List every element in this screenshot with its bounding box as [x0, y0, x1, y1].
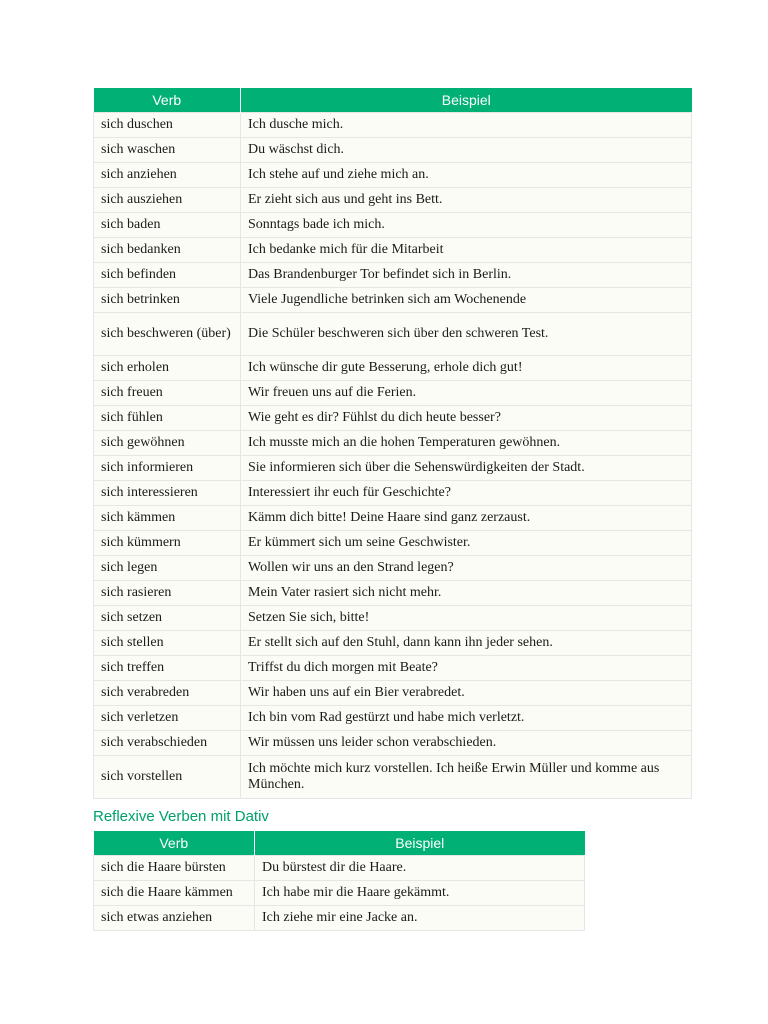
- example-cell: Er zieht sich aus und geht ins Bett.: [241, 188, 692, 213]
- table-row: [94, 381, 692, 406]
- example-cell: Viele Jugendliche betrinken sich am Wochenende: [241, 288, 692, 313]
- column-header-verb: Verb: [94, 88, 241, 113]
- table-row: [94, 481, 692, 506]
- example-cell: Die Schüler beschweren sich über den schweren Test.: [241, 313, 692, 356]
- verb-cell: sich waschen: [94, 138, 241, 163]
- table-row: [94, 238, 692, 263]
- verb-cell: sich erholen: [94, 356, 241, 381]
- table-row: [94, 881, 585, 906]
- verb-cell: sich kümmern: [94, 531, 241, 556]
- verb-cell: sich stellen: [94, 631, 241, 656]
- example-cell: Ich musste mich an die hohen Temperaturen gewöhnen.: [241, 431, 692, 456]
- example-cell: Wollen wir uns an den Strand legen?: [241, 556, 692, 581]
- table-row: [94, 188, 692, 213]
- example-cell: Er stellt sich auf den Stuhl, dann kann ihn jeder sehen.: [241, 631, 692, 656]
- example-cell: Du wäschst dich.: [241, 138, 692, 163]
- column-header-beispiel: Beispiel: [241, 88, 692, 113]
- table-row: [94, 706, 692, 731]
- example-cell: Mein Vater rasiert sich nicht mehr.: [241, 581, 692, 606]
- example-cell: Wir müssen uns leider schon verabschieden.: [241, 731, 692, 756]
- verb-cell: sich freuen: [94, 381, 241, 406]
- verb-cell: sich treffen: [94, 656, 241, 681]
- reflexive-verbs-dativ-table: [93, 831, 585, 931]
- verb-cell: sich verabschieden: [94, 731, 241, 756]
- verb-cell: sich verletzen: [94, 706, 241, 731]
- table-row: [94, 731, 692, 756]
- verb-cell: sich befinden: [94, 263, 241, 288]
- verb-cell: sich betrinken: [94, 288, 241, 313]
- verb-cell: sich die Haare bürsten: [94, 856, 255, 881]
- verb-cell: sich ausziehen: [94, 188, 241, 213]
- example-cell: Kämm dich bitte! Deine Haare sind ganz zerzaust.: [241, 506, 692, 531]
- table-row: [94, 556, 692, 581]
- table-row: [94, 856, 585, 881]
- example-cell: Er kümmert sich um seine Geschwister.: [241, 531, 692, 556]
- example-cell: Wie geht es dir? Fühlst du dich heute besser?: [241, 406, 692, 431]
- table-row: [94, 581, 692, 606]
- example-cell: Ich habe mir die Haare gekämmt.: [255, 881, 585, 906]
- table-row: [94, 138, 692, 163]
- verb-cell: sich bedanken: [94, 238, 241, 263]
- table-row: [94, 906, 585, 931]
- verb-cell: sich kämmen: [94, 506, 241, 531]
- table-header-row: [94, 88, 692, 113]
- column-header-beispiel: Beispiel: [255, 831, 585, 856]
- table-row: [94, 456, 692, 481]
- verb-cell: sich die Haare kämmen: [94, 881, 255, 906]
- example-cell: Sie informieren sich über die Sehenswürdigkeiten der Stadt.: [241, 456, 692, 481]
- example-cell: Das Brandenburger Tor befindet sich in Berlin.: [241, 263, 692, 288]
- example-cell: Ich dusche mich.: [241, 113, 692, 138]
- table-row: [94, 631, 692, 656]
- table-row: [94, 681, 692, 706]
- table-row: [94, 263, 692, 288]
- example-cell: Wir freuen uns auf die Ferien.: [241, 381, 692, 406]
- example-cell: Ich stehe auf und ziehe mich an.: [241, 163, 692, 188]
- column-header-verb: Verb: [94, 831, 255, 856]
- verb-cell: sich beschweren (über): [94, 313, 241, 356]
- table-row: [94, 756, 692, 799]
- example-cell: Ich ziehe mir eine Jacke an.: [255, 906, 585, 931]
- verb-cell: sich anziehen: [94, 163, 241, 188]
- table-row: [94, 313, 692, 356]
- verb-cell: sich rasieren: [94, 581, 241, 606]
- section-heading-dativ: Reflexive Verben mit Dativ: [93, 808, 269, 825]
- example-cell: Ich bedanke mich für die Mitarbeit: [241, 238, 692, 263]
- verb-cell: sich fühlen: [94, 406, 241, 431]
- example-cell: Ich wünsche dir gute Besserung, erhole dich gut!: [241, 356, 692, 381]
- verb-cell: sich etwas anziehen: [94, 906, 255, 931]
- table-row: [94, 531, 692, 556]
- example-cell: Sonntags bade ich mich.: [241, 213, 692, 238]
- reflexive-verbs-table: [93, 88, 692, 799]
- verb-cell: sich duschen: [94, 113, 241, 138]
- verb-cell: sich legen: [94, 556, 241, 581]
- verb-cell: sich gewöhnen: [94, 431, 241, 456]
- verb-cell: sich vorstellen: [94, 756, 241, 799]
- table-row: [94, 506, 692, 531]
- table-header-row: [94, 831, 585, 856]
- table-row: [94, 163, 692, 188]
- verb-cell: sich baden: [94, 213, 241, 238]
- verb-cell: sich verabreden: [94, 681, 241, 706]
- table-row: [94, 356, 692, 381]
- table-row: [94, 113, 692, 138]
- example-cell: Triffst du dich morgen mit Beate?: [241, 656, 692, 681]
- example-cell: Wir haben uns auf ein Bier verabredet.: [241, 681, 692, 706]
- example-cell: Ich bin vom Rad gestürzt und habe mich verletzt.: [241, 706, 692, 731]
- table-row: [94, 606, 692, 631]
- table-row: [94, 406, 692, 431]
- example-cell: Setzen Sie sich, bitte!: [241, 606, 692, 631]
- verb-cell: sich interessieren: [94, 481, 241, 506]
- example-cell: Ich möchte mich kurz vorstellen. Ich heiße Erwin Müller und komme aus München.: [241, 756, 692, 799]
- example-cell: Interessiert ihr euch für Geschichte?: [241, 481, 692, 506]
- table-row: [94, 431, 692, 456]
- verb-cell: sich setzen: [94, 606, 241, 631]
- example-cell: Du bürstest dir die Haare.: [255, 856, 585, 881]
- verb-cell: sich informieren: [94, 456, 241, 481]
- table-row: [94, 656, 692, 681]
- table-row: [94, 213, 692, 238]
- table-row: [94, 288, 692, 313]
